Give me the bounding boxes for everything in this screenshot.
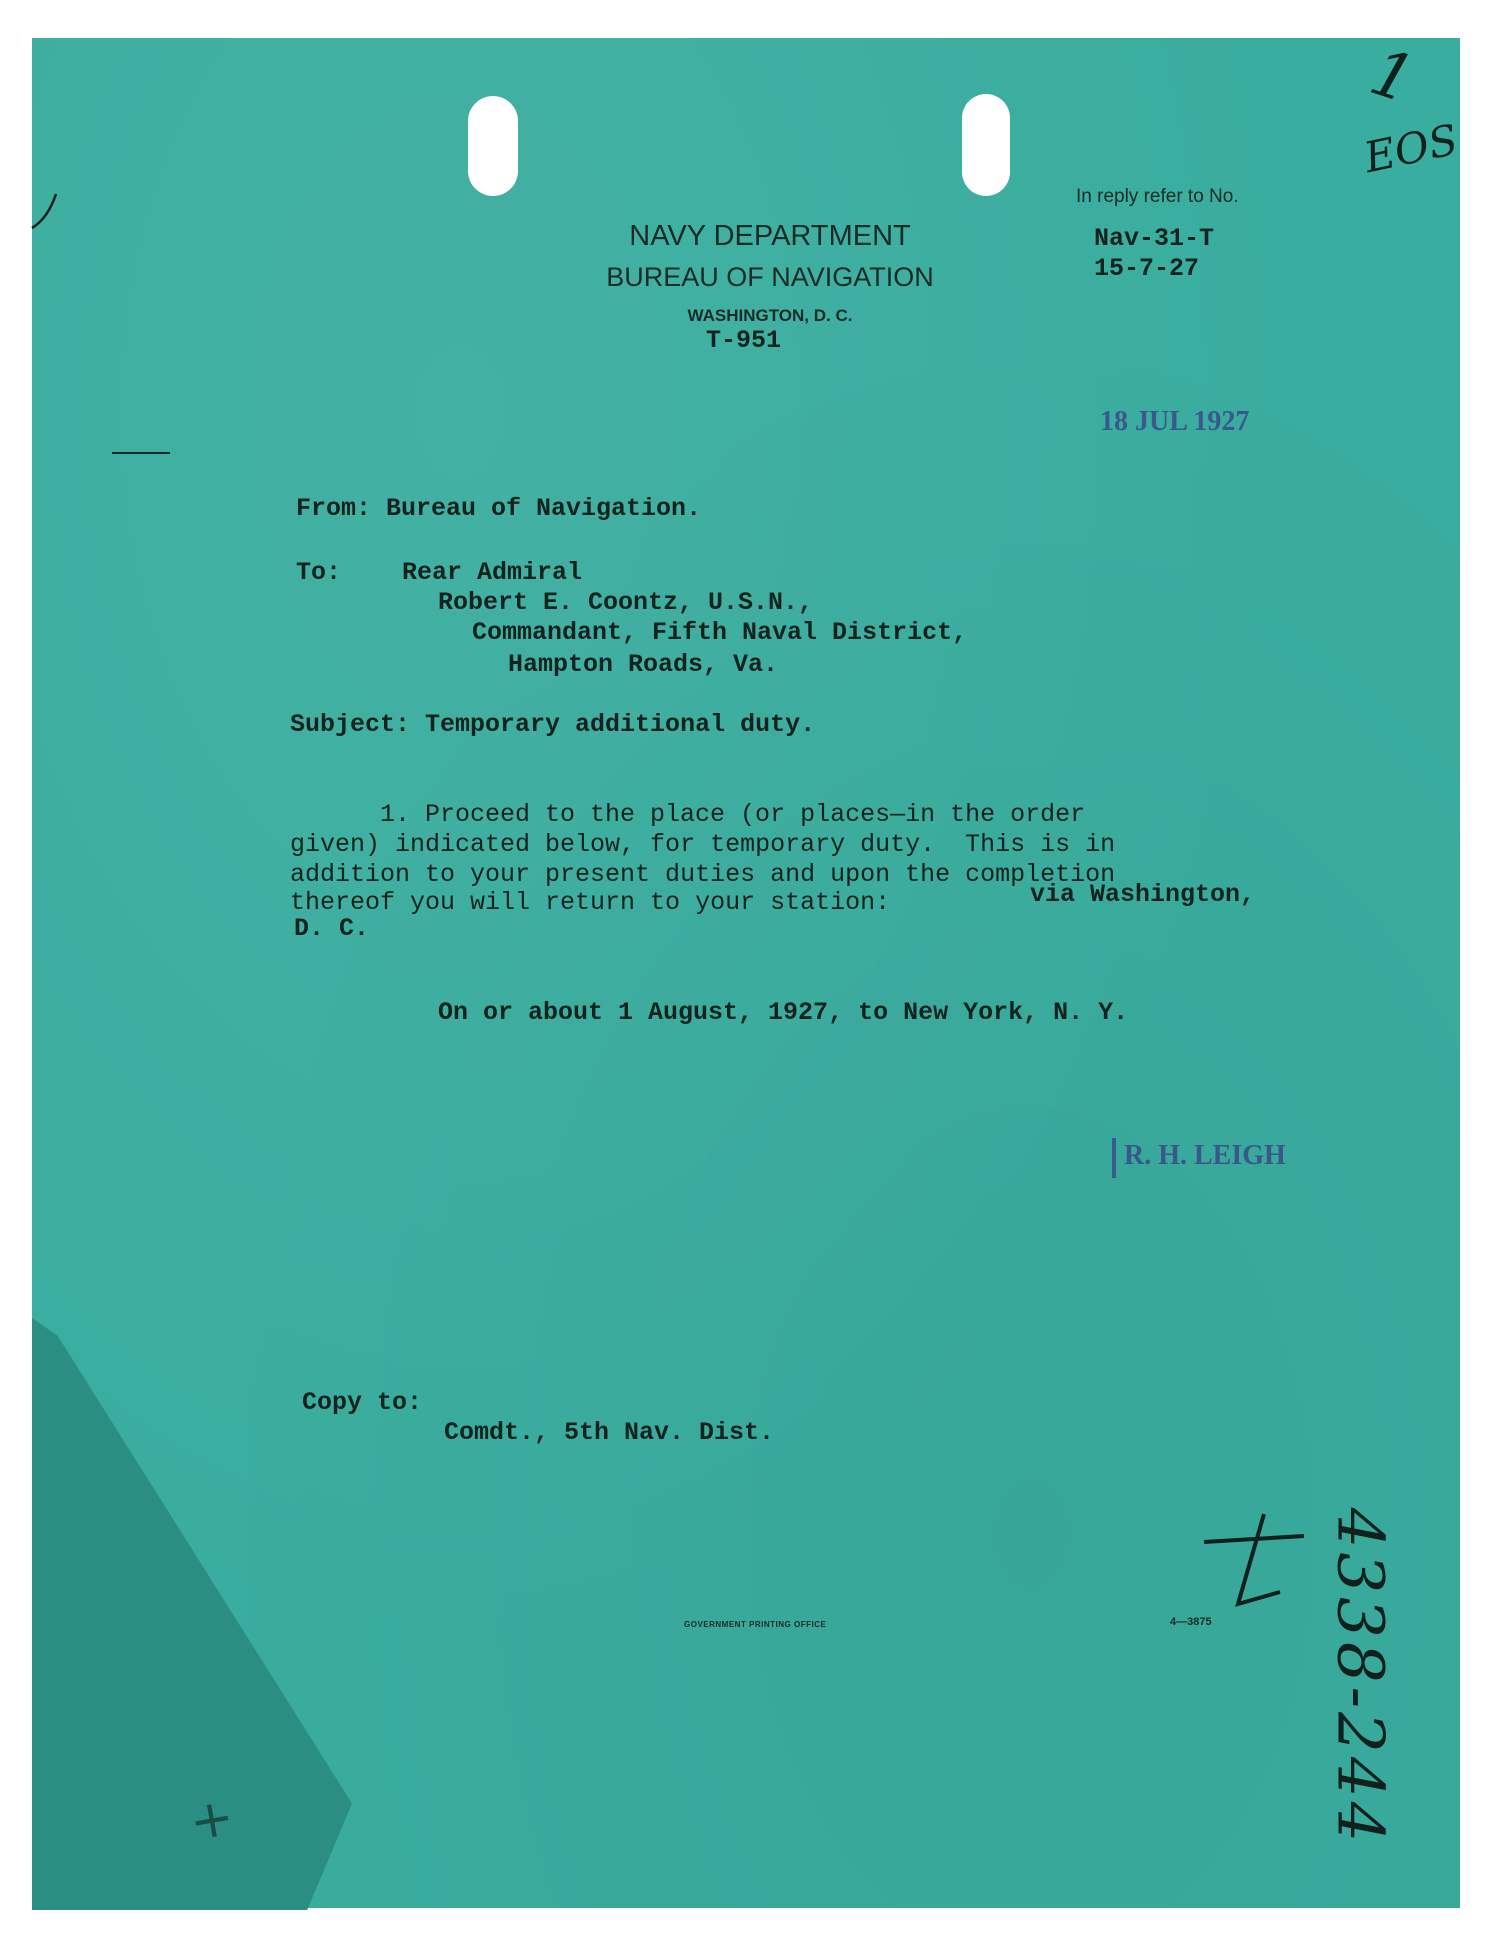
edge-tick-icon: [30, 192, 60, 232]
body-via: via Washington,: [1030, 880, 1256, 909]
form-number: 4—3875: [1170, 1616, 1212, 1628]
bureau-heading: BUREAU OF NAVIGATION: [606, 262, 934, 292]
body-line-5: D. C.: [294, 914, 370, 943]
location-heading: WASHINGTON, D. C.: [687, 306, 853, 325]
signature-stamp: R. H. LEIGH: [1124, 1140, 1286, 1171]
to-title: Commandant, Fifth Naval District,: [472, 618, 968, 647]
to-address: Hampton Roads, Va.: [508, 650, 779, 679]
to-label: To:: [296, 558, 342, 587]
punch-hole-right: [962, 94, 1010, 196]
to-rank: Rear Admiral: [402, 558, 583, 587]
handwritten-check-icon: [1194, 1508, 1314, 1618]
punch-hole-left: [468, 96, 518, 196]
reference-prompt: In reply refer to No.: [1076, 186, 1239, 207]
handwritten-file-number: 4338-244: [1322, 1507, 1397, 1847]
body-line-3: addition to your present duties and upon the completion: [290, 860, 1116, 889]
from-line: From: Bureau of Navigation.: [296, 494, 702, 523]
copy-to-label: Copy to:: [302, 1388, 423, 1417]
margin-dash: [112, 452, 170, 454]
date-stamp: 18 JUL 1927: [1100, 406, 1250, 437]
body-line-4: thereof you will return to your station:: [290, 888, 891, 917]
printer-imprint: GOVERNMENT PRINTING OFFICE: [684, 1620, 827, 1629]
file-code: T-951: [706, 326, 782, 355]
reference-number: Nav-31-T: [1094, 224, 1215, 253]
itinerary-line: On or about 1 August, 1927, to New York, N. Y.: [438, 998, 1129, 1027]
handwritten-initials: EOS: [1359, 114, 1462, 183]
reference-date-code: 15-7-27: [1094, 254, 1200, 283]
department-heading: NAVY DEPARTMENT: [629, 220, 911, 252]
copy-to-recipient: Comdt., 5th Nav. Dist.: [444, 1418, 775, 1447]
body-line-1: 1. Proceed to the place (or places—in the order: [380, 800, 1086, 829]
handwritten-mark-top: 1: [1361, 35, 1424, 119]
subject-line: Subject: Temporary additional duty.: [290, 710, 816, 739]
to-name: Robert E. Coontz, U.S.N.,: [438, 588, 814, 617]
signature-bracket: [1112, 1138, 1116, 1178]
body-line-2: given) indicated below, for temporary duty. This is in: [290, 830, 1116, 859]
fold-pencil-mark: +: [185, 1786, 239, 1854]
